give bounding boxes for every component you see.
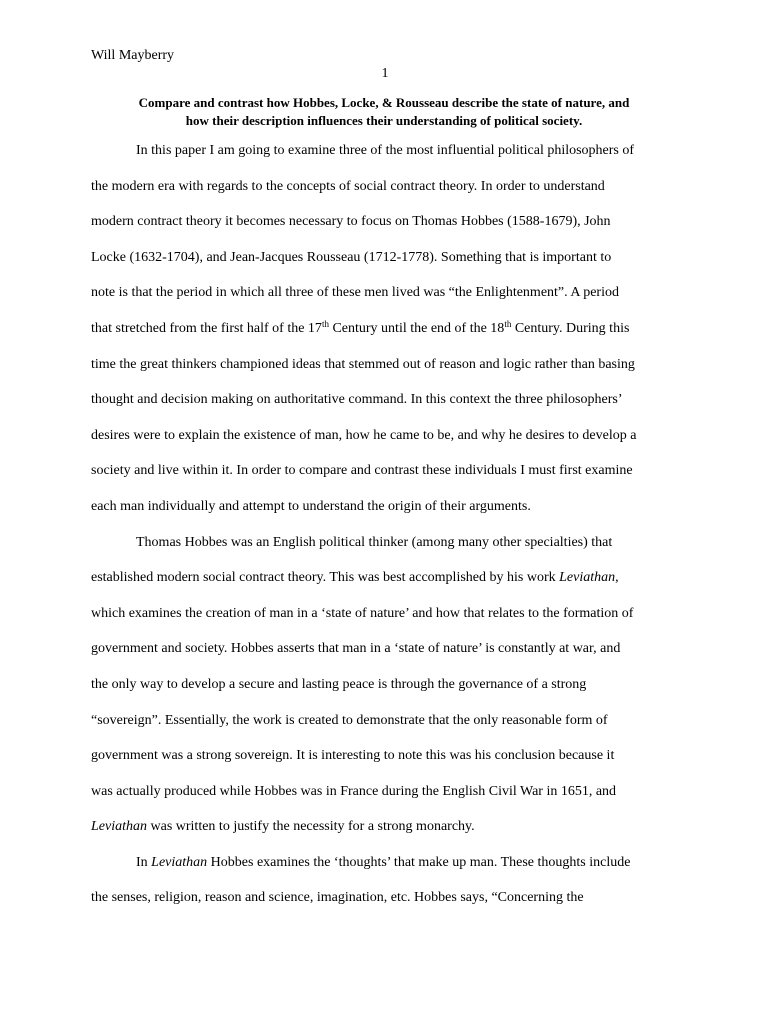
paragraph-line: modern contract theory it becomes necessary to focus on Thomas Hobbes (1588-1679), John [91, 214, 611, 230]
ordinal-superscript: th [504, 318, 512, 329]
paragraph-line [91, 845, 691, 881]
paragraph-line: Thomas Hobbes was an English political thinker (among many other specialties) that [136, 534, 613, 550]
paragraph-line: society and live within it. In order to compare and contrast these individuals I must first examine [91, 463, 633, 479]
book-title-italic: Leviathan [151, 854, 208, 870]
text-run: that stretched from the first half of the 17 [91, 320, 322, 336]
paragraph-line [91, 809, 691, 845]
paragraph-line: was actually produced while Hobbes was in France during the English Civil War in 1651, and [91, 783, 617, 799]
essay-title [84, 94, 684, 130]
ordinal-superscript: th [321, 318, 329, 329]
paragraph-line: the modern era with regards to the concepts of social contract theory. In order to understand [91, 178, 605, 194]
text-run: Hobbes examines the ‘thoughts’ that make up man. These thoughts include [207, 854, 631, 870]
paragraph-line: time the great thinkers championed ideas that stemmed out of reason and logic rather than basing [91, 356, 635, 372]
paragraph-line: desires were to explain the existence of man, how he came to be, and why he desires to develop a [91, 427, 637, 443]
author-name: Will Mayberry [91, 48, 175, 63]
paragraph-line: government was a strong sovereign. It is interesting to note this was his conclusion because it [91, 748, 615, 764]
book-title-italic: Leviathan [91, 819, 147, 835]
text-run: Century until the end of the 18 [328, 320, 505, 336]
paragraph-line [91, 311, 691, 347]
text-run: , [615, 570, 619, 586]
book-title-italic: Leviathan [559, 570, 616, 586]
essay-title-line: Compare and contrast how Hobbes, Locke, & Rousseau describe the state of nature, and [138, 95, 630, 110]
paragraph-line: note is that the period in which all three of these men lived was “the Enlightenment”. A period [91, 285, 619, 301]
text-run: established modern social contract theory. This was best accomplished by his work [91, 570, 560, 586]
paragraph-line: the only way to develop a secure and lasting peace is through the governance of a strong [91, 676, 587, 692]
page-number: 1 [381, 66, 389, 81]
paragraph-line: which examines the creation of man in a ‘state of nature’ and how that relates to the formation of [91, 605, 634, 621]
paragraph-line [91, 560, 691, 596]
text-run: In [136, 854, 152, 870]
paragraph-line: each man individually and attempt to understand the origin of their arguments. [91, 498, 531, 514]
essay-body [91, 133, 691, 916]
paragraph-line: thought and decision making on authoritative command. In this context the three philosophers’ [91, 392, 623, 408]
essay-title-line: how their description influences their understanding of political society. [185, 113, 583, 128]
text-run: Century. During this [511, 320, 630, 336]
paragraph-line: In this paper I am going to examine three of the most influential political philosophers of [136, 143, 635, 158]
text-run: was written to justify the necessity for a strong monarchy. [147, 819, 475, 835]
paragraph-line: government and society. Hobbes asserts that man in a ‘state of nature’ is constantly at war, and [91, 641, 621, 657]
paragraph-line: the senses, religion, reason and science, imagination, etc. Hobbes says, “Concerning the [91, 890, 584, 906]
paragraph-line: “sovereign”. Essentially, the work is created to demonstrate that the only reasonable form of [91, 712, 608, 728]
paragraph-line: Locke (1632-1704), and Jean-Jacques Rousseau (1712-1778). Something that is important to [91, 249, 612, 265]
